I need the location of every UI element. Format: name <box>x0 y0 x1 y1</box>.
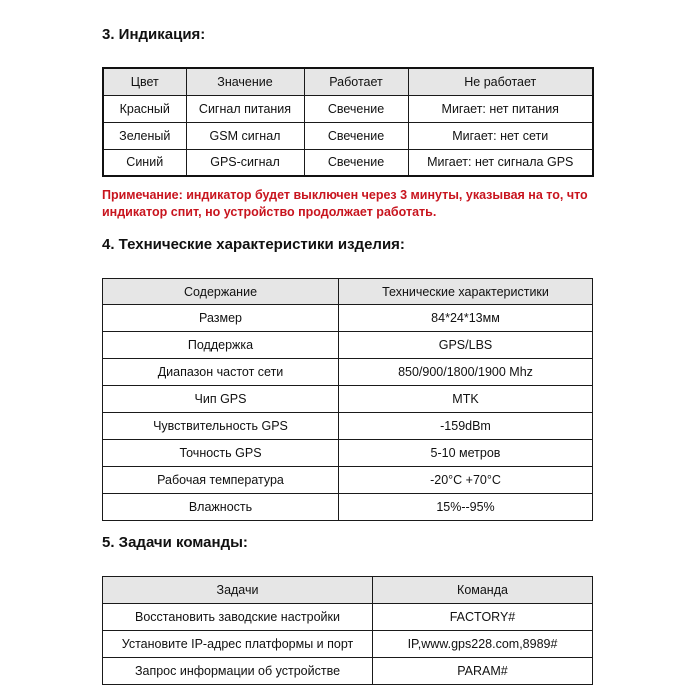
table-cell: Поддержка <box>103 332 339 359</box>
commands-table <box>102 576 593 685</box>
table-row <box>103 631 593 658</box>
section-4-heading: 4. Технические характеристики изделия: <box>102 236 405 253</box>
table-cell: Чувствительность GPS <box>103 413 339 440</box>
table-cell: Синий <box>103 149 186 176</box>
table-cell: 850/900/1800/1900 Mhz <box>339 359 593 386</box>
table-cell: Мигает: нет сети <box>408 122 593 149</box>
table-row <box>103 467 593 494</box>
table-cell: Влажность <box>103 494 339 521</box>
table-header-row <box>103 68 593 95</box>
table-row <box>103 305 593 332</box>
table-cell: Чип GPS <box>103 386 339 413</box>
column-header: Технические характеристики <box>339 279 593 305</box>
column-header: Не работает <box>408 68 593 95</box>
table-cell: Запрос информации об устройстве <box>103 658 373 685</box>
table-row <box>103 658 593 685</box>
table-row <box>103 332 593 359</box>
table-row <box>103 95 593 122</box>
table-cell: Мигает: нет сигнала GPS <box>408 149 593 176</box>
table-header-row <box>103 279 593 305</box>
table-cell: GPS-сигнал <box>186 149 304 176</box>
table-cell: Восстановить заводские настройки <box>103 604 373 631</box>
table-cell: Красный <box>103 95 186 122</box>
table-cell: Рабочая температура <box>103 467 339 494</box>
column-header: Значение <box>186 68 304 95</box>
table-cell: IP,www.gps228.com,8989# <box>373 631 593 658</box>
indication-table <box>102 67 594 177</box>
table-row <box>103 386 593 413</box>
table-cell: Зеленый <box>103 122 186 149</box>
table-row <box>103 440 593 467</box>
table-cell: PARAM# <box>373 658 593 685</box>
table-cell: Установите IP-адрес платформы и порт <box>103 631 373 658</box>
table-row <box>103 122 593 149</box>
table-row <box>103 359 593 386</box>
table-cell: Точность GPS <box>103 440 339 467</box>
column-header: Задачи <box>103 577 373 604</box>
table-cell: 15%--95% <box>339 494 593 521</box>
table-cell: -20°C +70°C <box>339 467 593 494</box>
table-cell: GPS/LBS <box>339 332 593 359</box>
specs-table <box>102 278 593 521</box>
table-cell: MTK <box>339 386 593 413</box>
table-header-row <box>103 577 593 604</box>
table-cell: Свечение <box>304 122 408 149</box>
table-cell: 84*24*13мм <box>339 305 593 332</box>
table-cell: Свечение <box>304 149 408 176</box>
column-header: Команда <box>373 577 593 604</box>
table-row <box>103 494 593 521</box>
section-3-heading: 3. Индикация: <box>102 26 206 43</box>
table-cell: Диапазон частот сети <box>103 359 339 386</box>
column-header: Работает <box>304 68 408 95</box>
section-5-heading: 5. Задачи команды: <box>102 534 248 551</box>
table-cell: GSM сигнал <box>186 122 304 149</box>
note-text: Примечание: индикатор будет выключен через 3 минуты, указывая на то, что индикатор спит, но устройство продолжает работать. <box>102 188 588 219</box>
table-row <box>103 149 593 176</box>
table-cell: Размер <box>103 305 339 332</box>
column-header: Цвет <box>103 68 186 95</box>
column-header: Содержание <box>103 279 339 305</box>
table-cell: Сигнал питания <box>186 95 304 122</box>
table-cell: Мигает: нет питания <box>408 95 593 122</box>
table-cell: FACTORY# <box>373 604 593 631</box>
table-cell: -159dBm <box>339 413 593 440</box>
table-row <box>103 413 593 440</box>
table-cell: Свечение <box>304 95 408 122</box>
table-cell: 5-10 метров <box>339 440 593 467</box>
table-row <box>103 604 593 631</box>
